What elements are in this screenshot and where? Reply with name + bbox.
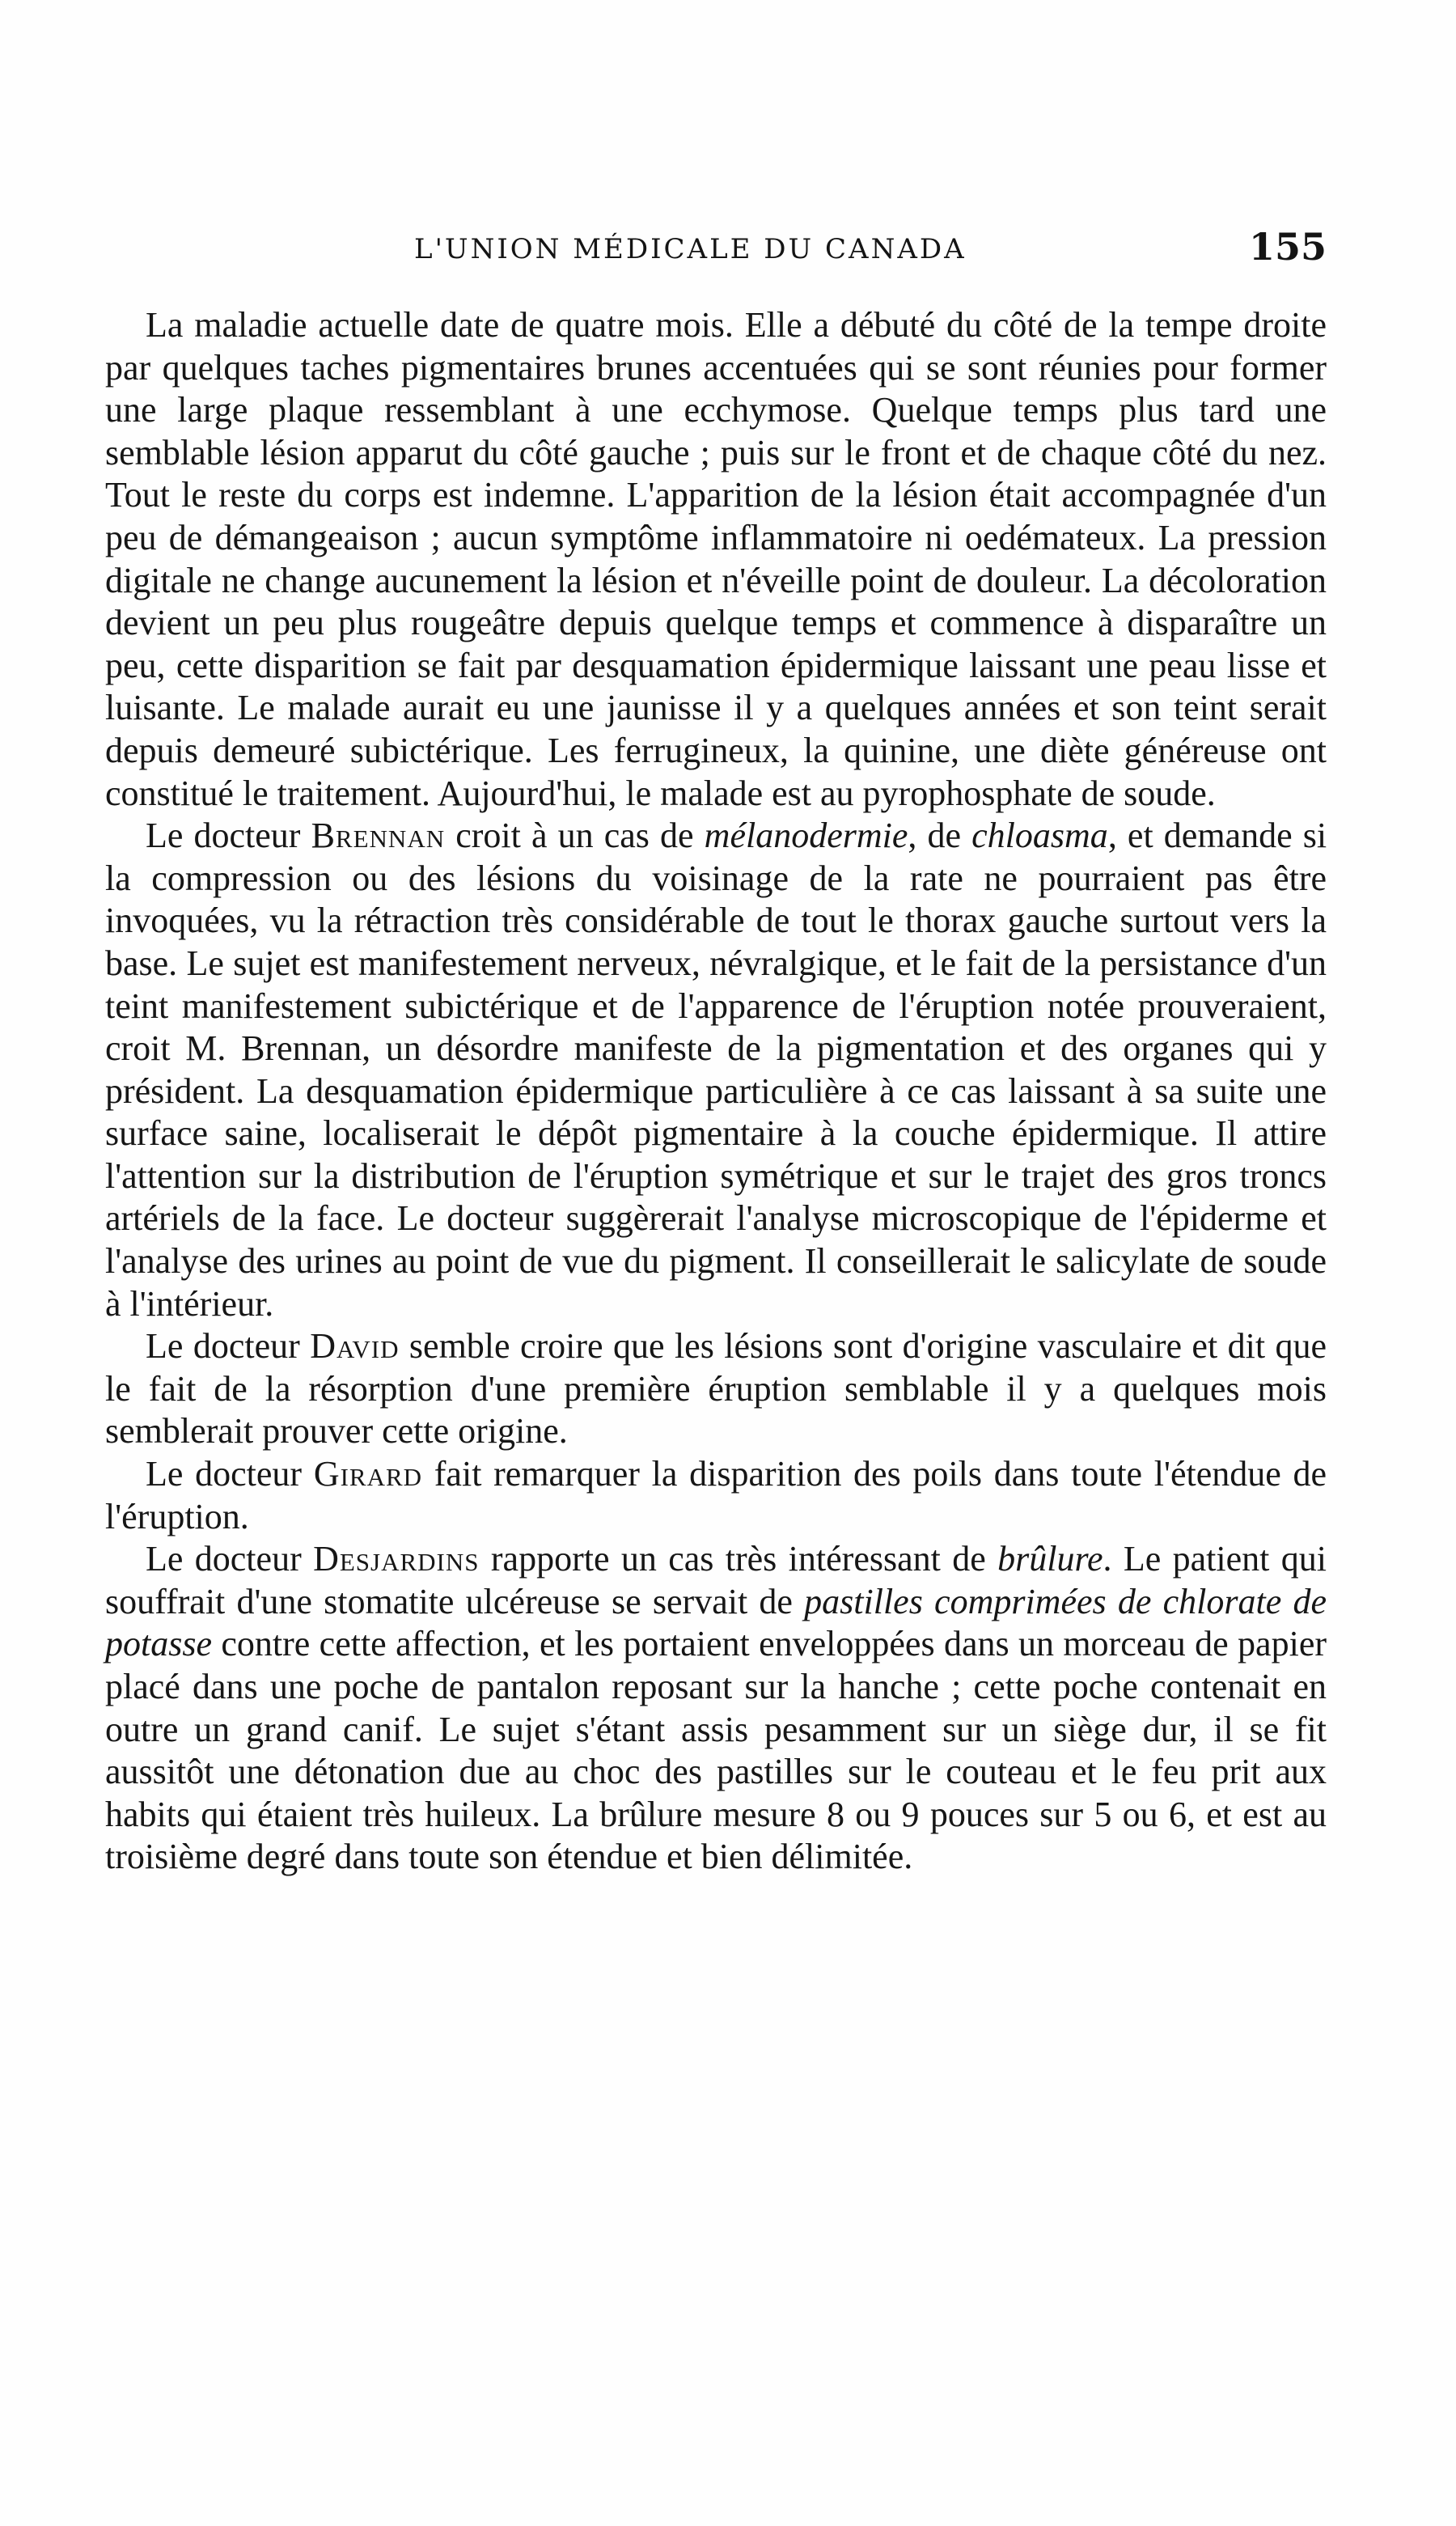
paragraph-case-description: La maladie actuelle date de quatre mois. Elle a débuté du côté de la tempe droite par quelques taches pigmentaires brunes accentuées qui se sont réunies pour former une large plaque ressemblant à une ecchymose. Quelque temps plus tard une semblable lésion apparut du côté gauche ; puis sur le front et de chaque côté du nez. Tout le reste du corps est indemne. L'apparition de la lésion était accompagnée d'un peu de démangeaison ; aucun symptôme inflammatoire ni oedémateux. La pression digitale ne change aucunement la lésion et n'éveille point de douleur. La décoloration devient un peu plus rougeâtre depuis quelque temps et commence à disparaître un peu, cette disparition se fait par desquamation épidermique laissant une peau lisse et luisante. Le malade aurait eu une jaunisse il y a quelques années et son teint serait depuis demeuré subictérique. Les ferrugineux, la quinine, une diète généreuse ont constitué le traitement. Aujourd'hui, le malade est au pyrophosphate de soude. bbox=[105, 305, 1327, 813]
term-melanodermie: mélanodermie bbox=[704, 816, 908, 856]
doctor-name-desjardins: Desjardins bbox=[313, 1539, 480, 1579]
paragraph-intro: Le docteur bbox=[146, 1454, 303, 1494]
paragraph-text: contre cette affection, et les portaient enveloppées dans un morceau de papier placé dans une poche de pantalon reposant sur la hanche ; cette poche contenait en outre un grand canif. Le sujet s'étant assis pesamment sur un siège dur, il se fit aussitôt une détonation due au choc des pastilles sur le couteau et le feu prit aux habits qui étaient très huileux. La brûlure mesure 8 ou 9 pouces sur 5 ou 6, et est au troisième degré dans toute son étendue et bien délimitée. bbox=[105, 1624, 1327, 1877]
doctor-name-girard: Girard bbox=[313, 1454, 423, 1494]
paragraph-text: , de bbox=[908, 816, 962, 856]
paragraph-intro: Le docteur bbox=[146, 1539, 302, 1579]
doctor-name-david: David bbox=[310, 1326, 400, 1367]
body-text bbox=[105, 304, 1327, 1879]
paragraph-text: fait remarquer la disparition des poils dans toute l'étendue de l'éruption. bbox=[105, 1454, 1327, 1536]
term-chloasma: chloasma bbox=[971, 816, 1108, 856]
page-header bbox=[105, 225, 1327, 273]
paragraph-brennan bbox=[105, 815, 1327, 1325]
paragraph-david bbox=[105, 1325, 1327, 1453]
term-brulure: brûlure bbox=[997, 1539, 1103, 1579]
running-title: L'UNION MÉDICALE DU CANADA bbox=[414, 233, 967, 265]
paragraph-girard bbox=[105, 1453, 1327, 1538]
paragraph-text: croit à un cas de bbox=[455, 816, 694, 856]
page-number: 155 bbox=[1248, 225, 1327, 269]
paragraph-text: semble croire que les lésions sont d'origine vasculaire et dit que le fait de la résorption d'une première éruption semblable il y a quelques mois semblerait prouver cette origine. bbox=[105, 1326, 1327, 1452]
term-pastilles: pastilles comprimées de chlorate de potasse bbox=[105, 1581, 1327, 1664]
paragraph-text: rapporte un cas très intéressant de bbox=[490, 1539, 986, 1579]
paragraph-desjardins bbox=[105, 1538, 1327, 1879]
paragraph-intro: Le docteur bbox=[146, 816, 301, 856]
doctor-name-brennan: Brennan bbox=[311, 816, 446, 856]
paragraph-text: . Le patient qui souffrait d'une stomatite ulcéreuse se servait de bbox=[105, 1539, 1327, 1621]
paragraph-intro: Le docteur bbox=[146, 1326, 300, 1367]
paragraph-text: , et demande si la compression ou des lésions du voisinage de la rate ne pourraient pas être invoquées, vu la rétraction très considérable de tout le thorax gauche surtout vers la base. Le sujet est manifestement nerveux, névralgique, et le fait de la persistance d'un teint manifestement subictérique et de l'apparence de l'éruption notée prouveraient, croit M. Brennan, un désordre manifeste de la pigmentation et des organes qui y président. La desquamation épidermique particulière à ce cas laissant à sa suite une surface saine, localiserait le dépôt pigmentaire à la couche épidermique. Il attire l'attention sur la distribution de l'éruption symétrique et sur le trajet des gros troncs artériels de la face. Le docteur suggèrerait l'analyse microscopique de l'épiderme et l'analyse des urines au point de vue du pigment. Il conseillerait le salicylate de soude à l'intérieur. bbox=[105, 816, 1327, 1324]
